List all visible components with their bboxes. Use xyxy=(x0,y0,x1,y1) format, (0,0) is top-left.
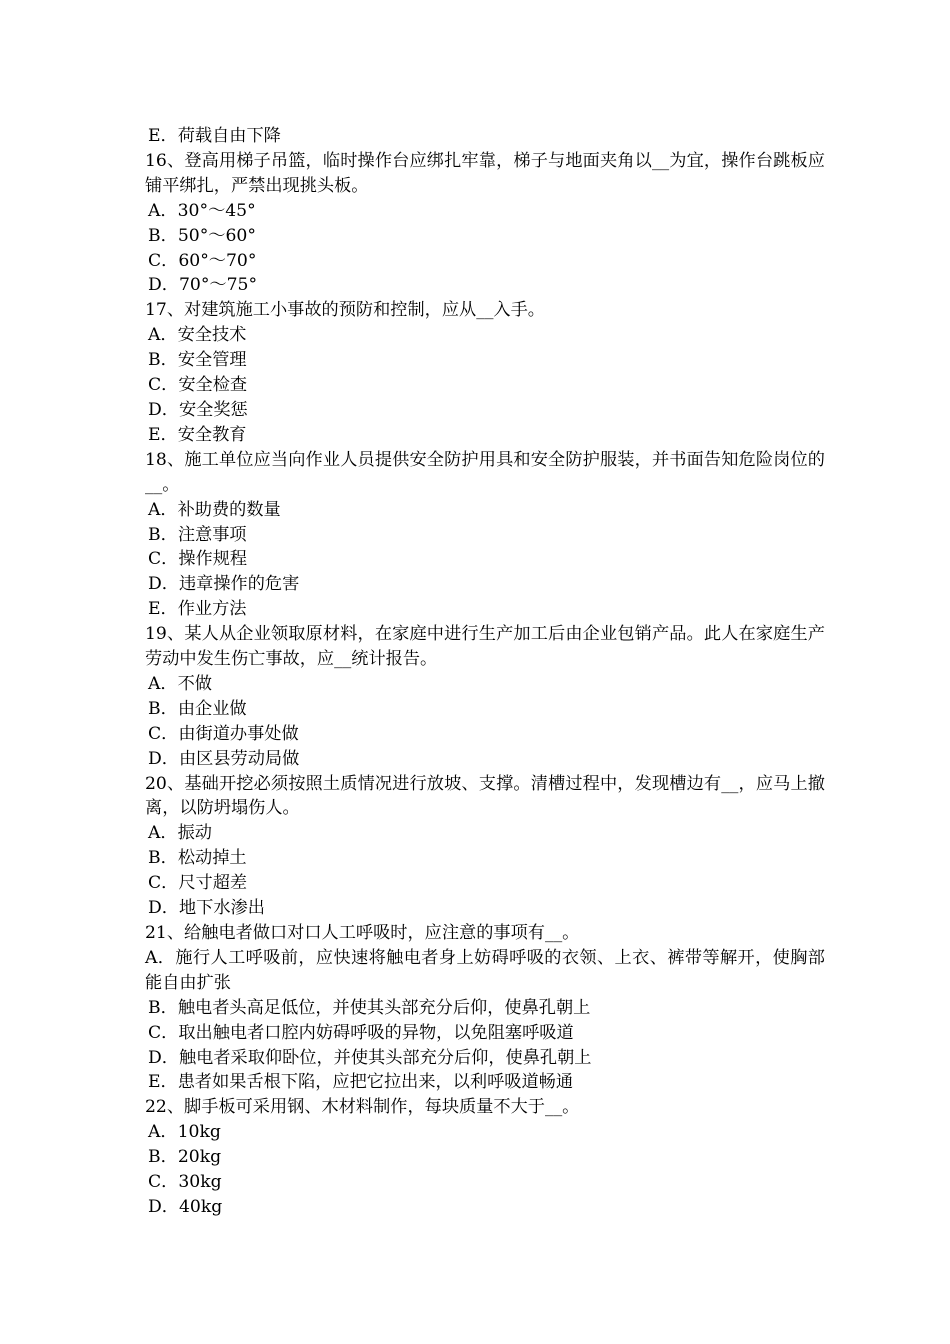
answer-option xyxy=(145,249,825,274)
line-text: D．安全奖惩 xyxy=(148,399,248,420)
answer-option xyxy=(145,498,825,523)
line-text: B．20kg xyxy=(148,1147,222,1168)
line-text: 22、脚手板可采用钢、木材料制作，每块质量不大于__。 xyxy=(145,1097,580,1118)
line-text: 18、施工单位应当向作业人员提供安全防护用具和安全防护服装，并书面告知危险岗位的__。 xyxy=(145,449,825,495)
line-text: A．振动 xyxy=(148,823,212,844)
line-text: A．不做 xyxy=(148,673,212,694)
answer-option xyxy=(145,572,825,597)
line-text: A．10kg xyxy=(148,1122,221,1143)
answer-option xyxy=(145,996,825,1021)
line-text: B．由企业做 xyxy=(148,698,247,719)
line-text: A．施行人工呼吸前，应快速将触电者身上妨碍呼吸的衣领、上衣、裤带等解开，使胸部能自由扩张 xyxy=(145,947,825,993)
question-text xyxy=(145,1095,825,1120)
answer-option xyxy=(145,1195,825,1220)
line-text: A．30°～45° xyxy=(148,200,256,221)
line-text: 16、登高用梯子吊篮，临时操作台应绑扎牢靠，梯子与地面夹角以__为宜，操作台跳板应铺平绑扎，严禁出现挑头板。 xyxy=(145,150,825,196)
line-text: C．安全检查 xyxy=(148,375,248,396)
line-text: A．补助费的数量 xyxy=(148,499,281,520)
line-text: B．触电者头高足低位，并使其头部充分后仰，使鼻孔朝上 xyxy=(148,997,591,1018)
answer-option xyxy=(145,821,825,846)
line-text: D．触电者采取仰卧位，并使其头部充分后仰，使鼻孔朝上 xyxy=(148,1047,592,1068)
answer-option xyxy=(145,323,825,348)
answer-option xyxy=(145,423,825,448)
line-text: E．作业方法 xyxy=(148,599,247,620)
answer-option xyxy=(145,1021,825,1046)
answer-option xyxy=(145,523,825,548)
answer-option xyxy=(145,1120,825,1145)
answer-option xyxy=(145,747,825,772)
line-text: E．患者如果舌根下陷，应把它拉出来，以利呼吸道畅通 xyxy=(148,1072,574,1093)
line-text: C．30kg xyxy=(148,1172,222,1193)
answer-option xyxy=(145,199,825,224)
answer-option xyxy=(145,124,825,149)
line-text: C．由街道办事处做 xyxy=(148,723,299,744)
question-text xyxy=(145,772,825,822)
answer-option xyxy=(145,1145,825,1170)
line-text: C．操作规程 xyxy=(148,549,248,570)
line-text: C．尺寸超差 xyxy=(148,873,248,894)
answer-option xyxy=(145,1070,825,1095)
answer-option xyxy=(145,597,825,622)
answer-option xyxy=(145,373,825,398)
answer-option xyxy=(145,224,825,249)
answer-option xyxy=(145,398,825,423)
answer-option xyxy=(145,697,825,722)
line-text: A．安全技术 xyxy=(148,325,247,346)
line-text: D．70°～75° xyxy=(148,275,258,296)
line-text: 21、给触电者做口对口人工呼吸时，应注意的事项有__。 xyxy=(145,923,580,943)
line-text: B．安全管理 xyxy=(148,350,247,371)
question-text xyxy=(145,149,825,199)
line-text: C．60°～70° xyxy=(148,250,257,271)
answer-option xyxy=(145,672,825,697)
line-text: E．安全教育 xyxy=(148,424,247,445)
question-text xyxy=(145,921,825,946)
answer-option xyxy=(145,896,825,921)
answer-option xyxy=(145,846,825,871)
line-text: E．荷载自由下降 xyxy=(148,126,281,146)
line-text: D．违章操作的危害 xyxy=(148,574,300,595)
answer-option xyxy=(145,547,825,572)
line-text: 17、对建筑施工小事故的预防和控制，应从__入手。 xyxy=(145,300,545,321)
question-text xyxy=(145,448,825,498)
line-text: C．取出触电者口腔内妨碍呼吸的异物，以免阻塞呼吸道 xyxy=(148,1022,574,1043)
answer-option xyxy=(145,348,825,373)
answer-option xyxy=(145,1170,825,1195)
question-text xyxy=(145,622,825,672)
line-text: B．注意事项 xyxy=(148,524,247,545)
question-text xyxy=(145,946,825,996)
line-text: B．50°～60° xyxy=(148,225,256,246)
line-text: 19、某人从企业领取原材料，在家庭中进行生产加工后由企业包销产品。此人在家庭生产劳动中发生伤亡事故，应__统计报告。 xyxy=(145,624,825,670)
line-text: D．地下水渗出 xyxy=(148,898,265,919)
line-text: 20、基础开挖必须按照土质情况进行放坡、支撑。清槽过程中，发现槽边有__，应马上撤离，以防坍塌伤人。 xyxy=(145,773,825,819)
question-text xyxy=(145,298,825,323)
line-text: B．松动掉土 xyxy=(148,848,247,869)
answer-option xyxy=(145,871,825,896)
answer-option xyxy=(145,1046,825,1071)
line-text: D．由区县劳动局做 xyxy=(148,748,300,769)
answer-option xyxy=(145,273,825,298)
document-body xyxy=(145,124,825,1220)
line-text: D．40kg xyxy=(148,1196,223,1217)
answer-option xyxy=(145,722,825,747)
